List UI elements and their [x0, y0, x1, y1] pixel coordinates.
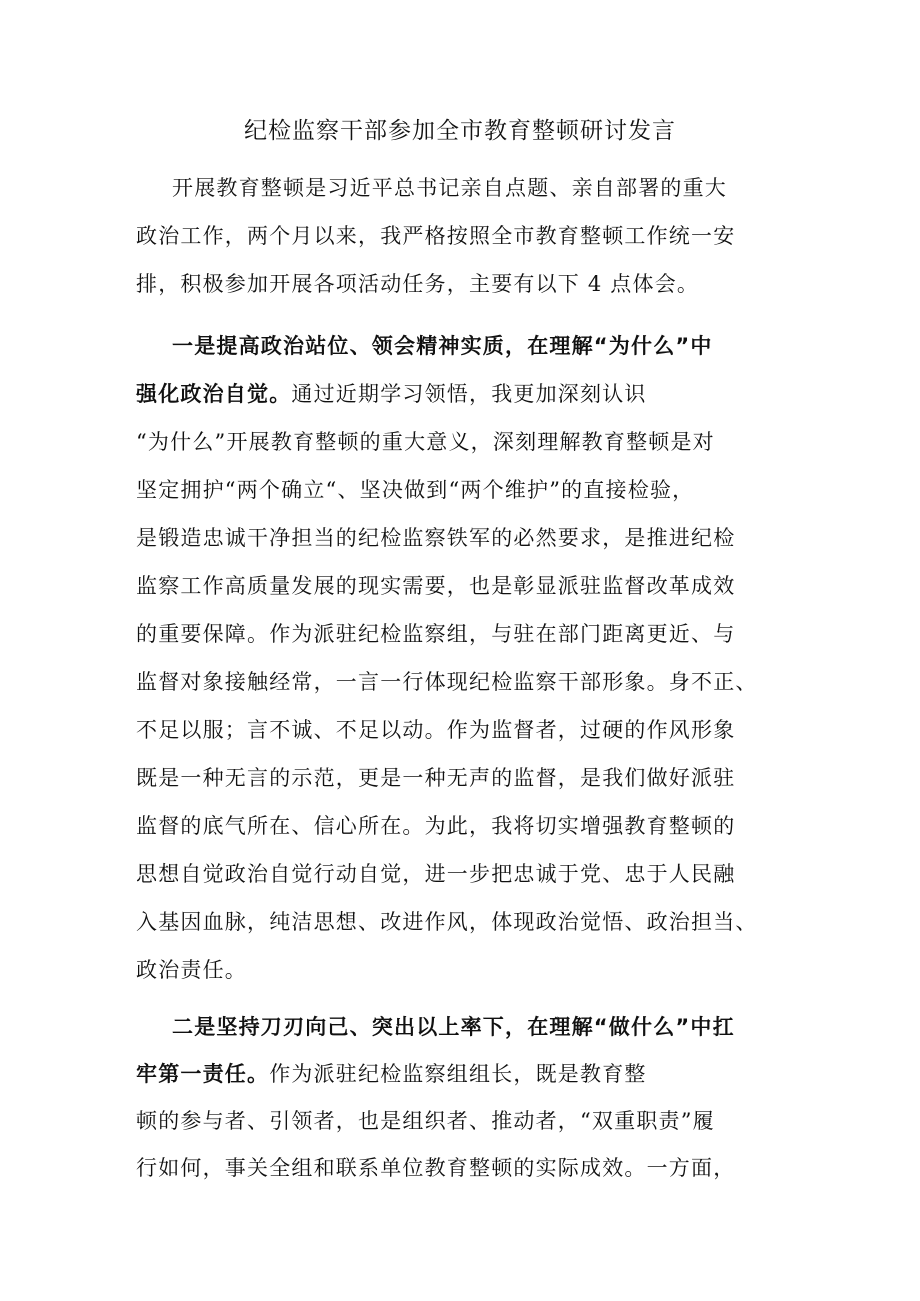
paragraph-3-line-3: 顿的参与者、引领者，也是组织者、推动者，“双重职责”履	[136, 1109, 715, 1133]
paragraph-1-line-2: 政治工作，两个月以来，我严格按照全市教育整顿工作统一安	[136, 224, 736, 248]
paragraph-2-heading-line-1: 一是提高政治站位、领会精神实质，在理解“为什么”中	[172, 334, 713, 358]
paragraph-2-line-11: 监督的底气所在、信心所在。为此，我将切实增强教育整顿的	[136, 814, 736, 838]
paragraph-2-line-12: 思想自觉政治自觉行动自觉，进一步把忠诚于党、忠于人民融	[136, 862, 736, 886]
paragraph-3-line-4: 行如何，事关全组和联系单位教育整顿的实际成效。一方面，	[136, 1156, 736, 1180]
paragraph-2-line-13: 入基因血脉，纯洁思想、改进作风，体现政治觉悟、政治担当、	[136, 910, 758, 934]
paragraph-2-line-4: 坚定拥护“两个确立“、坚决做到“两个维护”的直接检验，	[136, 478, 695, 502]
paragraph-1-line-1: 开展教育整顿是习近平总书记亲自点题、亲自部署的重大	[172, 176, 727, 200]
paragraph-2-line-2	[136, 379, 647, 409]
paragraph-2-line-14: 政治责任。	[136, 958, 247, 982]
paragraph-2-line-3: “为什么”开展教育整顿的重大意义，深刻理解教育整顿是对	[136, 430, 715, 454]
paragraph-2-line-2-text: 通过近期学习领悟，我更加深刻认识	[291, 382, 647, 406]
paragraph-2-line-6: 监察工作高质量发展的现实需要，也是彰显派驻监督改革成效	[136, 574, 736, 598]
paragraph-2-heading-end: 强化政治自觉。	[136, 382, 292, 406]
paragraph-3-heading-end: 牢第一责任。	[136, 1062, 270, 1086]
document-title: 纪检监察干部参加全市教育整顿研讨发言	[244, 118, 676, 144]
paragraph-2-line-9: 不足以服；言不诚、不足以动。作为监督者，过硬的作风形象	[136, 718, 736, 742]
paragraph-2-line-5: 是锻造忠诚干净担当的纪检监察铁军的必然要求，是推进纪检	[136, 526, 736, 550]
paragraph-2-line-7: 的重要保障。作为派驻纪检监察组，与驻在部门距离更近、与	[136, 622, 736, 646]
paragraph-2-line-8: 监督对象接触经常，一言一行体现纪检监察干部形象。身不正、	[136, 670, 758, 694]
paragraph-1-line-3: 排，积极参加开展各项活动任务，主要有以下 4 点体会。	[136, 272, 700, 296]
paragraph-3-heading-line-1: 二是坚持刀刃向己、突出以上率下，在理解“做什么”中扛	[172, 1015, 735, 1039]
paragraph-3-line-2-text: 作为派驻纪检监察组组长，既是教育整	[269, 1062, 647, 1086]
paragraph-2-line-10: 既是一种无言的示范，更是一种无声的监督，是我们做好派驻	[136, 766, 736, 790]
paragraph-3-line-2	[136, 1059, 647, 1089]
